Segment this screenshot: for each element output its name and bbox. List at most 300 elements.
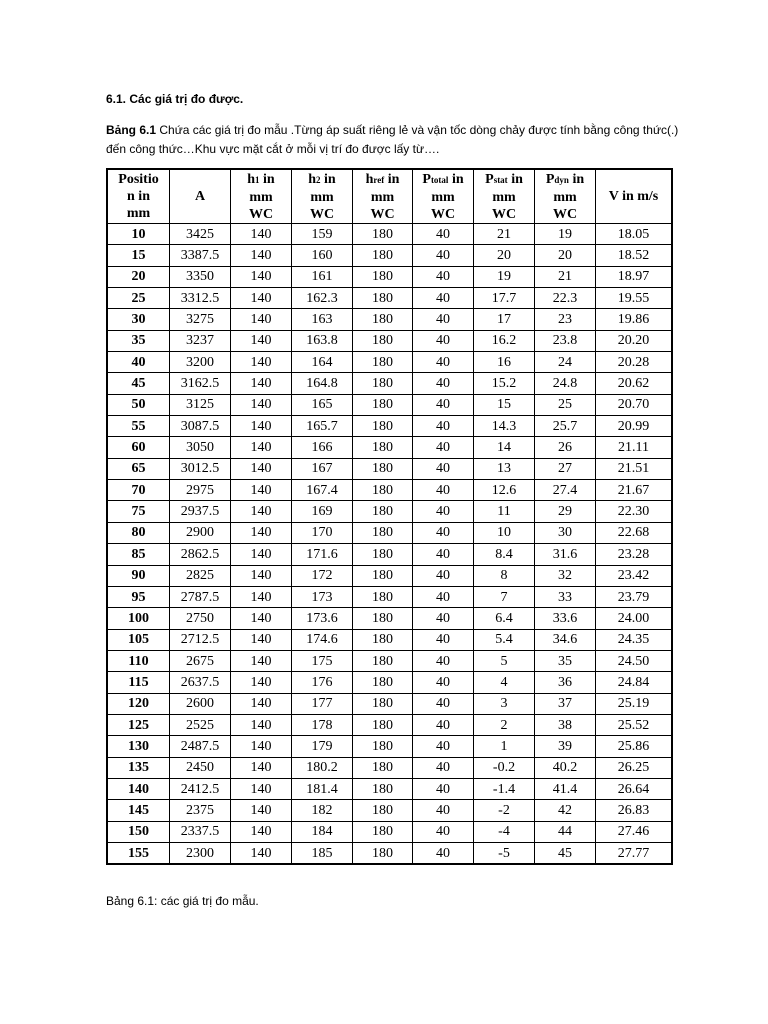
cell-ptotal: 40 [413, 330, 474, 351]
cell-position: 110 [107, 650, 170, 671]
cell-h1: 140 [231, 224, 292, 245]
cell-area: 2525 [170, 714, 231, 735]
cell-pdyn: 27.4 [535, 480, 596, 501]
cell-pstat: 8.4 [474, 544, 535, 565]
cell-velocity: 20.62 [596, 373, 673, 394]
header-ptotal [413, 169, 474, 224]
cell-pstat: -4 [474, 821, 535, 842]
cell-velocity: 18.52 [596, 245, 673, 266]
cell-pdyn: 24.8 [535, 373, 596, 394]
header-position [107, 169, 170, 224]
cell-pdyn: 39 [535, 736, 596, 757]
cell-ptotal: 40 [413, 501, 474, 522]
cell-h2: 175 [292, 650, 353, 671]
cell-h1: 140 [231, 501, 292, 522]
cell-area: 3012.5 [170, 458, 231, 479]
cell-pstat: 3 [474, 693, 535, 714]
cell-area: 2675 [170, 650, 231, 671]
cell-velocity: 18.97 [596, 266, 673, 287]
cell-position: 100 [107, 608, 170, 629]
cell-h2: 173 [292, 586, 353, 607]
cell-pdyn: 42 [535, 800, 596, 821]
cell-ptotal: 40 [413, 352, 474, 373]
cell-href: 180 [353, 736, 413, 757]
cell-pstat: 5.4 [474, 629, 535, 650]
cell-ptotal: 40 [413, 565, 474, 586]
header-pstat-post: in [507, 171, 523, 187]
header-position-line-3: mm [126, 206, 151, 221]
cell-h1: 140 [231, 586, 292, 607]
cell-href: 180 [353, 245, 413, 266]
cell-href: 180 [353, 757, 413, 778]
cell-velocity: 27.77 [596, 842, 673, 864]
cell-area: 3425 [170, 224, 231, 245]
table-row [107, 224, 672, 245]
cell-velocity: 20.20 [596, 330, 673, 351]
cell-pstat: 6.4 [474, 608, 535, 629]
cell-ptotal: 40 [413, 480, 474, 501]
cell-pstat: 14 [474, 437, 535, 458]
table-row [107, 629, 672, 650]
cell-velocity: 19.55 [596, 288, 673, 309]
cell-h2: 184 [292, 821, 353, 842]
table-row [107, 309, 672, 330]
header-ptotal-line-2: mm [431, 189, 455, 205]
cell-ptotal: 40 [413, 437, 474, 458]
cell-ptotal: 40 [413, 416, 474, 437]
table-row [107, 501, 672, 522]
cell-h2: 162.3 [292, 288, 353, 309]
cell-pdyn: 41.4 [535, 778, 596, 799]
cell-area: 2337.5 [170, 821, 231, 842]
cell-h1: 140 [231, 672, 292, 693]
header-h1-line-3: WC [248, 206, 274, 222]
table-row [107, 288, 672, 309]
cell-area: 3387.5 [170, 245, 231, 266]
cell-href: 180 [353, 714, 413, 735]
table-row [107, 330, 672, 351]
cell-h2: 169 [292, 501, 353, 522]
cell-href: 180 [353, 821, 413, 842]
header-href-line-1 [366, 172, 400, 187]
cell-velocity: 19.86 [596, 309, 673, 330]
cell-href: 180 [353, 693, 413, 714]
cell-velocity: 23.79 [596, 586, 673, 607]
table-row [107, 757, 672, 778]
cell-ptotal: 40 [413, 821, 474, 842]
cell-h2: 164 [292, 352, 353, 373]
cell-h2: 180.2 [292, 757, 353, 778]
header-position-line-1: Positio [118, 172, 159, 187]
cell-pdyn: 34.6 [535, 629, 596, 650]
cell-pstat: 17.7 [474, 288, 535, 309]
cell-area: 2975 [170, 480, 231, 501]
header-pstat [474, 169, 535, 224]
cell-pdyn: 35 [535, 650, 596, 671]
cell-pdyn: 33 [535, 586, 596, 607]
header-pdyn-sub: dyn [554, 174, 569, 185]
cell-pstat: 12.6 [474, 480, 535, 501]
table-row [107, 266, 672, 287]
header-href-pre: h [365, 171, 374, 187]
cell-h1: 140 [231, 821, 292, 842]
cell-velocity: 27.46 [596, 821, 673, 842]
header-pstat-sub: stat [493, 174, 508, 185]
cell-pstat: 14.3 [474, 416, 535, 437]
header-ptotal-pre: P [422, 171, 431, 187]
cell-position: 145 [107, 800, 170, 821]
cell-h1: 140 [231, 714, 292, 735]
cell-pdyn: 25.7 [535, 416, 596, 437]
cell-velocity: 25.86 [596, 736, 673, 757]
table-row [107, 544, 672, 565]
cell-h2: 177 [292, 693, 353, 714]
cell-h2: 181.4 [292, 778, 353, 799]
header-pdyn-line-3: WC [552, 206, 578, 222]
cell-pdyn: 27 [535, 458, 596, 479]
cell-pstat: -1.4 [474, 778, 535, 799]
cell-href: 180 [353, 629, 413, 650]
cell-ptotal: 40 [413, 544, 474, 565]
cell-area: 2712.5 [170, 629, 231, 650]
cell-area: 3200 [170, 352, 231, 373]
header-ptotal-line-3: WC [430, 206, 456, 222]
cell-position: 25 [107, 288, 170, 309]
cell-h2: 172 [292, 565, 353, 586]
cell-area: 3050 [170, 437, 231, 458]
cell-pstat: 2 [474, 714, 535, 735]
cell-pstat: 17 [474, 309, 535, 330]
table-row [107, 800, 672, 821]
cell-velocity: 25.19 [596, 693, 673, 714]
cell-h1: 140 [231, 757, 292, 778]
header-h2 [292, 169, 353, 224]
header-velocity [596, 169, 673, 224]
cell-h2: 171.6 [292, 544, 353, 565]
cell-h1: 140 [231, 480, 292, 501]
cell-h1: 140 [231, 245, 292, 266]
cell-ptotal: 40 [413, 736, 474, 757]
cell-pdyn: 40.2 [535, 757, 596, 778]
cell-pdyn: 19 [535, 224, 596, 245]
cell-velocity: 24.50 [596, 650, 673, 671]
cell-href: 180 [353, 373, 413, 394]
cell-pstat: -5 [474, 842, 535, 864]
cell-position: 40 [107, 352, 170, 373]
cell-pdyn: 26 [535, 437, 596, 458]
cell-h1: 140 [231, 416, 292, 437]
cell-position: 65 [107, 458, 170, 479]
cell-h2: 166 [292, 437, 353, 458]
cell-h1: 140 [231, 458, 292, 479]
header-velocity-label: V in m/s [608, 189, 659, 204]
cell-area: 3312.5 [170, 288, 231, 309]
cell-h1: 140 [231, 373, 292, 394]
cell-href: 180 [353, 586, 413, 607]
cell-velocity: 25.52 [596, 714, 673, 735]
cell-pdyn: 23.8 [535, 330, 596, 351]
cell-h1: 140 [231, 352, 292, 373]
cell-href: 180 [353, 608, 413, 629]
cell-velocity: 24.35 [596, 629, 673, 650]
section-heading: 6.1. Các giá trị đo được. [106, 92, 244, 106]
header-h2-line-3: WC [309, 206, 335, 222]
cell-ptotal: 40 [413, 288, 474, 309]
cell-pstat: 16 [474, 352, 535, 373]
cell-h1: 140 [231, 394, 292, 415]
cell-h1: 140 [231, 800, 292, 821]
cell-href: 180 [353, 522, 413, 543]
table-row [107, 842, 672, 864]
cell-h1: 140 [231, 288, 292, 309]
cell-position: 90 [107, 565, 170, 586]
cell-position: 125 [107, 714, 170, 735]
cell-position: 55 [107, 416, 170, 437]
cell-area: 2750 [170, 608, 231, 629]
table-row [107, 373, 672, 394]
table-row [107, 778, 672, 799]
cell-h2: 179 [292, 736, 353, 757]
cell-position: 150 [107, 821, 170, 842]
header-pstat-line-3: WC [491, 206, 517, 222]
cell-h2: 185 [292, 842, 353, 864]
cell-position: 80 [107, 522, 170, 543]
cell-velocity: 18.05 [596, 224, 673, 245]
table-row [107, 650, 672, 671]
cell-pdyn: 20 [535, 245, 596, 266]
cell-href: 180 [353, 778, 413, 799]
cell-ptotal: 40 [413, 373, 474, 394]
cell-h2: 163.8 [292, 330, 353, 351]
header-pstat-pre: P [485, 171, 494, 187]
cell-pstat: 21 [474, 224, 535, 245]
header-h1-line-1 [247, 172, 274, 187]
table-row [107, 437, 672, 458]
footer-caption: Bảng 6.1: các giá trị đo mẫu. [106, 894, 259, 908]
cell-pdyn: 30 [535, 522, 596, 543]
cell-pdyn: 44 [535, 821, 596, 842]
cell-pstat: -2 [474, 800, 535, 821]
cell-position: 105 [107, 629, 170, 650]
cell-velocity: 20.70 [596, 394, 673, 415]
table-row [107, 480, 672, 501]
cell-h2: 174.6 [292, 629, 353, 650]
header-h1-line-2: mm [249, 189, 273, 205]
cell-ptotal: 40 [413, 629, 474, 650]
header-h2-sub: 2 [316, 174, 321, 185]
cell-position: 135 [107, 757, 170, 778]
cell-href: 180 [353, 309, 413, 330]
cell-pdyn: 29 [535, 501, 596, 522]
cell-ptotal: 40 [413, 245, 474, 266]
cell-href: 180 [353, 650, 413, 671]
cell-pdyn: 36 [535, 672, 596, 693]
header-h1-post: in [259, 171, 275, 187]
cell-position: 155 [107, 842, 170, 864]
cell-ptotal: 40 [413, 693, 474, 714]
cell-velocity: 21.67 [596, 480, 673, 501]
cell-h1: 140 [231, 522, 292, 543]
cell-pstat: 19 [474, 266, 535, 287]
table-row [107, 736, 672, 757]
cell-href: 180 [353, 224, 413, 245]
cell-position: 130 [107, 736, 170, 757]
cell-pdyn: 38 [535, 714, 596, 735]
cell-h1: 140 [231, 544, 292, 565]
cell-area: 2450 [170, 757, 231, 778]
cell-ptotal: 40 [413, 224, 474, 245]
cell-ptotal: 40 [413, 650, 474, 671]
table-header [107, 169, 672, 224]
header-pdyn-post: in [568, 171, 585, 187]
cell-position: 60 [107, 437, 170, 458]
table-row [107, 714, 672, 735]
cell-pstat: 1 [474, 736, 535, 757]
header-href-line-2: mm [370, 189, 395, 205]
cell-h1: 140 [231, 330, 292, 351]
table-row [107, 586, 672, 607]
header-h1-sub: 1 [255, 174, 260, 185]
cell-h2: 170 [292, 522, 353, 543]
header-ptotal-sub: total [430, 174, 449, 185]
cell-pdyn: 23 [535, 309, 596, 330]
cell-velocity: 24.00 [596, 608, 673, 629]
cell-h1: 140 [231, 778, 292, 799]
cell-h1: 140 [231, 309, 292, 330]
cell-velocity: 20.99 [596, 416, 673, 437]
table-row [107, 394, 672, 415]
cell-h1: 140 [231, 437, 292, 458]
header-href-sub: ref [373, 174, 385, 185]
cell-position: 35 [107, 330, 170, 351]
cell-pstat: 4 [474, 672, 535, 693]
cell-pstat: 20 [474, 245, 535, 266]
cell-href: 180 [353, 480, 413, 501]
table-row [107, 245, 672, 266]
cell-href: 180 [353, 416, 413, 437]
cell-position: 45 [107, 373, 170, 394]
header-h1-pre: h [247, 171, 256, 187]
header-h2-line-1 [308, 172, 335, 187]
cell-pdyn: 33.6 [535, 608, 596, 629]
cell-ptotal: 40 [413, 714, 474, 735]
cell-href: 180 [353, 842, 413, 864]
cell-href: 180 [353, 458, 413, 479]
header-pdyn [535, 169, 596, 224]
header-pstat-line-2: mm [492, 189, 516, 205]
cell-area: 3087.5 [170, 416, 231, 437]
header-position-line-2: n in [127, 189, 150, 204]
cell-h1: 140 [231, 565, 292, 586]
cell-href: 180 [353, 394, 413, 415]
cell-position: 115 [107, 672, 170, 693]
cell-ptotal: 40 [413, 266, 474, 287]
cell-pstat: 8 [474, 565, 535, 586]
header-h2-line-2: mm [310, 189, 334, 205]
cell-area: 2300 [170, 842, 231, 864]
cell-area: 2825 [170, 565, 231, 586]
cell-ptotal: 40 [413, 586, 474, 607]
cell-h2: 176 [292, 672, 353, 693]
caption-line-1: Chứa các giá trị đo mẫu .Từng áp suất riêng lẻ và vận tốc dòng chảy được tính bằng công thức(.) [156, 123, 679, 137]
cell-pstat: 15 [474, 394, 535, 415]
header-area-label: A [194, 189, 206, 204]
cell-velocity: 21.11 [596, 437, 673, 458]
header-area [170, 169, 231, 224]
cell-position: 15 [107, 245, 170, 266]
header-ptotal-line-1 [422, 172, 463, 187]
cell-area: 2637.5 [170, 672, 231, 693]
cell-h1: 140 [231, 608, 292, 629]
cell-area: 2787.5 [170, 586, 231, 607]
cell-pstat: 16.2 [474, 330, 535, 351]
cell-h1: 140 [231, 736, 292, 757]
cell-pstat: 13 [474, 458, 535, 479]
table-row [107, 672, 672, 693]
table-body [107, 224, 672, 865]
table-row [107, 352, 672, 373]
header-ptotal-post: in [448, 171, 464, 187]
cell-ptotal: 40 [413, 608, 474, 629]
cell-h2: 164.8 [292, 373, 353, 394]
table-row [107, 458, 672, 479]
cell-href: 180 [353, 544, 413, 565]
cell-pdyn: 45 [535, 842, 596, 864]
cell-pdyn: 21 [535, 266, 596, 287]
cell-velocity: 23.42 [596, 565, 673, 586]
cell-pdyn: 37 [535, 693, 596, 714]
cell-ptotal: 40 [413, 778, 474, 799]
cell-position: 70 [107, 480, 170, 501]
cell-href: 180 [353, 672, 413, 693]
cell-ptotal: 40 [413, 800, 474, 821]
cell-ptotal: 40 [413, 672, 474, 693]
measurement-table [106, 168, 673, 865]
cell-velocity: 20.28 [596, 352, 673, 373]
cell-pstat: 7 [474, 586, 535, 607]
cell-pstat: 10 [474, 522, 535, 543]
cell-href: 180 [353, 330, 413, 351]
cell-href: 180 [353, 288, 413, 309]
table-row [107, 522, 672, 543]
cell-ptotal: 40 [413, 522, 474, 543]
cell-h2: 165.7 [292, 416, 353, 437]
cell-href: 180 [353, 266, 413, 287]
caption-line-2: đến công thức…Khu vực mặt cắt ở mỗi vị trí đo được lấy từ…. [106, 142, 440, 156]
cell-area: 2412.5 [170, 778, 231, 799]
header-href-post: in [384, 171, 400, 187]
cell-pdyn: 24 [535, 352, 596, 373]
cell-velocity: 21.51 [596, 458, 673, 479]
cell-area: 2900 [170, 522, 231, 543]
cell-position: 120 [107, 693, 170, 714]
cell-ptotal: 40 [413, 394, 474, 415]
cell-velocity: 26.25 [596, 757, 673, 778]
cell-area: 3275 [170, 309, 231, 330]
header-h2-pre: h [308, 171, 317, 187]
cell-area: 3162.5 [170, 373, 231, 394]
header-pstat-line-1 [485, 172, 523, 187]
caption-label: Bảng 6.1 [106, 123, 157, 137]
header-pdyn-line-2: mm [553, 189, 577, 205]
cell-h1: 140 [231, 266, 292, 287]
cell-velocity: 26.83 [596, 800, 673, 821]
cell-h2: 160 [292, 245, 353, 266]
header-href-line-3: WC [370, 206, 395, 222]
cell-href: 180 [353, 352, 413, 373]
cell-h2: 173.6 [292, 608, 353, 629]
cell-position: 20 [107, 266, 170, 287]
